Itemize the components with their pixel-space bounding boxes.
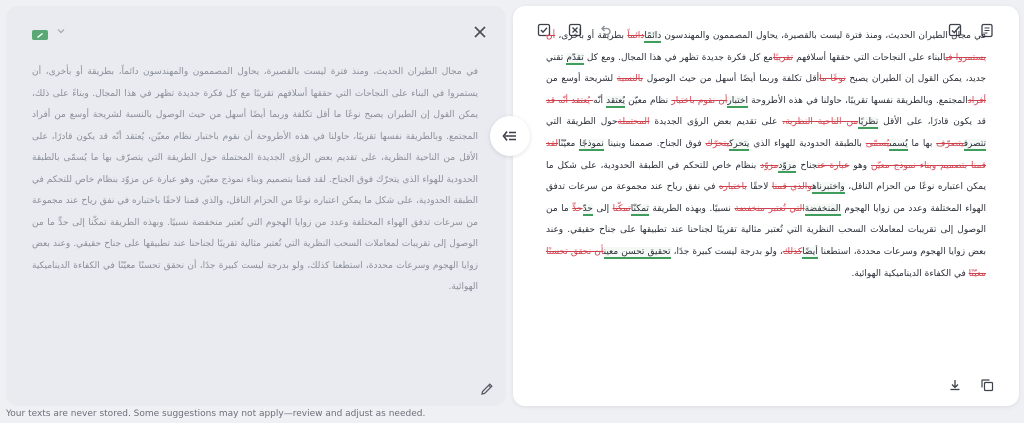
text-segment: نسبيًا. وبهذه الطريقة bbox=[648, 203, 735, 214]
suggestion-insertion[interactable]: تحقيق تحسن معين bbox=[603, 246, 671, 257]
suggestion-deletion[interactable]: عبارة عن bbox=[817, 160, 850, 171]
pencil-mini-icon bbox=[36, 32, 44, 38]
suggestion-insertion[interactable]: مزوّد bbox=[778, 160, 797, 171]
suggestion-deletion[interactable]: يتحرّك bbox=[705, 138, 730, 149]
collapse-arrow-icon bbox=[502, 129, 518, 143]
text-segment: لاحقًا bbox=[746, 182, 772, 193]
text-segment: جناح bbox=[796, 160, 818, 171]
text-segment: في الكفاءة الديناميكية الهوائية. bbox=[851, 268, 969, 279]
suggestion-insertion[interactable]: اختبار bbox=[727, 95, 748, 106]
suggestion-deletion[interactable]: يتصرّف bbox=[936, 138, 964, 149]
text-segment: أقل تكلفة وربما أيضًا أسهل من حيث الوصول bbox=[643, 74, 820, 85]
text-segment: بنظام خاص للتحكم في الطبقة الحدودية، على شكل ما يمكن اعتباره نوعًا من الحزام الناقل، bbox=[546, 160, 986, 193]
suggestion-deletion[interactable]: باختباره bbox=[718, 182, 747, 193]
suggestion-deletion[interactable]: أفراد bbox=[967, 95, 986, 106]
suggestion-insertion[interactable]: تمكنّا bbox=[630, 203, 649, 214]
text-segment: على تقديم بعض الرؤى الجديدة bbox=[649, 117, 783, 128]
suggestion-insertion[interactable]: أيضًا bbox=[802, 246, 818, 257]
text-segment: ، ولو بدرجة ليست كبيرة جدًا، bbox=[670, 246, 783, 257]
suggestion-insertion[interactable]: دائمًا bbox=[644, 31, 662, 41]
suggestion-deletion[interactable]: تمكّنا bbox=[612, 203, 631, 214]
suggestion-deletion[interactable]: يُسمّى bbox=[865, 138, 890, 149]
language-badge[interactable] bbox=[32, 30, 48, 40]
text-segment: نظام معيّن bbox=[624, 95, 672, 106]
text-segment: تقني جديد، يمكن القول إن الطيران يصبح bbox=[546, 52, 986, 85]
suggestion-deletion[interactable]: كذلك bbox=[782, 246, 803, 257]
privacy-note: Your texts are never stored. Some suggestions may not apply—review and adjust as needed. bbox=[6, 409, 426, 419]
chevron-down-icon[interactable] bbox=[56, 26, 66, 36]
corrected-text[interactable] bbox=[546, 26, 986, 285]
original-text[interactable]: في مجال الطيران الحديث، ومنذ فترة ليست بالقصيرة، يحاول المصممون والمهندسون دائماً، بطريقة أو بأخرى، أن يستمروا في البناء على النجاحات التي حققها أسلافهم تقريبًا مع كل فكرة جديدة تظهر في هذا المجال. وبناءً على ذلك، يمكن القول إن الطيران يصبح نوعًا ما أقل تكلفة وربما أيضًا أسهل من حيث الوصول بالنسبة لشريحة أوسع من أفراد المجتمع. وبالطريقة نفسها تقريبًا، حاولنا في هذه الأطروحة أن نقوم باختبار نظام معيّن، يُعتقد أنّه قد يكون قادرًا، على الأقل من الناحية النظرية، على تقديم بعض الرؤى الجديدة المحتملة حول الطريقة التي يتصرّف بها ما يُسمّى بالطبقة الحدودية للهواء الذي يتحرّك فوق الجناح. لقد قمنا بتصميم وبناء نموذج معيّن، وهو عبارة عن مزوّد بنظام خاص للتحكم في الطبقة الحدودية، على شكل ما يمكن اعتباره نوعًا من الحزام الناقل، والذي قمنا لاحقًا باختباره في نفق رياح عند مجموعة من سرعات تدفق الهواء المختلفة وعدد من زوايا الهجوم التي تُعتبر منخفضة نسبيًا. وبهذه الطريقة تمكّنا إلى حدٍّ ما من الوصول إلى تقريبات لمعاملات السحب النظرية التي تُعتبر مثالية تقريبًا لجناحنا عند تطبيقها على جناح حقيقي. وعند بعض زوايا الهجوم وسرعات محددة، استطعنا كذلك، ولو بدرجة ليست كبيرة جدًا، أن نحقق تحسنًا معيّنًا في الكفاءة الديناميكية الهوائية. bbox=[32, 67, 478, 292]
suggestion-insertion[interactable]: يُسمى bbox=[889, 138, 908, 149]
suggestion-deletion[interactable]: مزوّد bbox=[760, 160, 779, 171]
pencil-icon[interactable] bbox=[480, 382, 494, 396]
suggestion-insertion[interactable]: نظريًا bbox=[858, 117, 879, 128]
collapse-button[interactable] bbox=[490, 116, 530, 156]
suggestion-deletion[interactable]: أن نقوم باختبار bbox=[671, 95, 728, 106]
suggestion-insertion[interactable]: يتحرك bbox=[729, 138, 750, 149]
suggestion-deletion[interactable]: نوعًا ما bbox=[819, 74, 846, 85]
text-segment: وهو bbox=[849, 160, 871, 171]
text-segment: البناء على النجاحات التي حققها أسلافهم bbox=[793, 52, 946, 63]
original-text-panel bbox=[6, 6, 506, 406]
suggestion-insertion[interactable]: المنخفضة bbox=[804, 203, 841, 214]
suggestion-deletion[interactable]: أن يستمروا في bbox=[546, 31, 986, 63]
text-segment: فوق الجناح. صممنا وبنينا bbox=[603, 138, 706, 149]
suggestion-deletion[interactable]: لقد قمنا بتصميم وبناء نموذج معيّن bbox=[546, 138, 986, 171]
text-segment: بها ما bbox=[907, 138, 937, 149]
download-icon[interactable] bbox=[948, 378, 962, 392]
text-segment: المجتمع. وبالطريقة نفسها تقريبًا، حاولنا في هذه الأطروحة bbox=[747, 95, 968, 106]
suggestion-deletion[interactable]: أن نحقق تحسنًا معيّنًا bbox=[546, 246, 986, 279]
suggestion-insertion[interactable]: تقدّم bbox=[566, 52, 584, 63]
text-segment: حول الطريقة التي bbox=[546, 117, 618, 128]
text-segment: بطريقة أو بأخرى، bbox=[555, 31, 628, 41]
text-segment: بالطبقة الحدودية للهواء الذي bbox=[749, 138, 866, 149]
suggestion-deletion[interactable]: والذي قمنا bbox=[771, 182, 812, 193]
suggestion-deletion[interactable]: يُعتقد أنّه قد bbox=[546, 95, 594, 106]
suggestion-insertion[interactable]: تتصرف bbox=[963, 138, 987, 149]
suggestion-deletion[interactable]: التي تُعتبر منخفضة bbox=[734, 203, 805, 214]
close-icon[interactable] bbox=[472, 24, 488, 40]
text-segment: في مجال الطيران الحديث، ومنذ فترة ليست بالقصيرة، يحاول المصممون والمهندسون bbox=[661, 31, 986, 41]
suggestion-insertion[interactable]: حدّ bbox=[582, 203, 593, 214]
suggestion-deletion[interactable]: من الناحية النظرية، bbox=[782, 117, 859, 128]
text-segment: لشريحة أوسع من bbox=[546, 74, 617, 85]
suggestion-deletion[interactable]: دائماً bbox=[627, 31, 645, 41]
text-segment: أنّه bbox=[593, 95, 607, 106]
suggestion-deletion[interactable]: بالنسبة bbox=[616, 74, 644, 85]
suggestion-deletion[interactable]: المحتملة bbox=[617, 117, 650, 128]
text-segment: معيّنًا bbox=[558, 138, 580, 149]
copy-icon[interactable] bbox=[980, 378, 994, 392]
suggestion-insertion[interactable]: نموذجًا bbox=[579, 138, 604, 149]
suggestion-deletion[interactable]: حدٍّ bbox=[572, 203, 583, 214]
corrected-text-panel bbox=[513, 6, 1019, 406]
suggestion-insertion[interactable]: يُعتقد bbox=[606, 95, 625, 106]
text-segment: إلى bbox=[592, 203, 613, 214]
text-segment: قد يكون قادرًا، على الأقل bbox=[878, 117, 986, 128]
text-segment: مع كل فكرة جديدة تظهر في هذا المجال. ومع كل bbox=[583, 52, 773, 63]
suggestion-insertion[interactable]: واختبرناه bbox=[811, 182, 845, 193]
text-segment: ما من الوصول إلى تقريبات لمعاملات السحب النظرية التي تُعتبر مثالية تقريبًا لجناحنا عند تطبيقها على جناح حقيقي. وعند بعض زوايا الهجوم وسرعات محددة، استطعنا bbox=[546, 203, 987, 257]
text-segment: في نفق رياح عند مجموعة من سرعات تدفق الهواء المختلفة وعدد من زوايا الهجوم bbox=[546, 182, 986, 214]
suggestion-deletion[interactable]: تقريبًا bbox=[773, 52, 793, 63]
